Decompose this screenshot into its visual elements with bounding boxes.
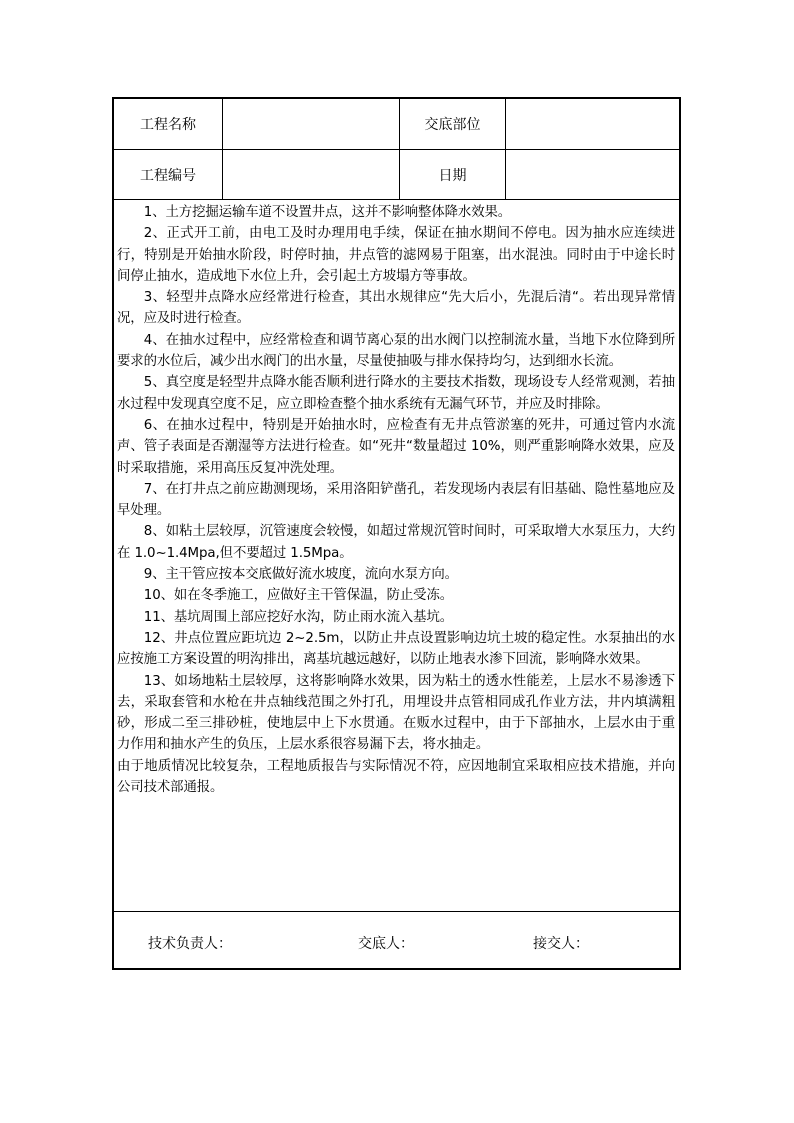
date-value: [506, 150, 679, 199]
project-name-value: [223, 99, 399, 149]
paragraph: 6、在抽水过程中，特别是开始抽水时，应检查有无井点管淤塞的死井，可通过管内水流声、管子表面是否潮湿等方法进行检查。如“死井“数量超过 10%，则严重影响降水效果，应及时采取措施，采用高压反复冲洗处理。: [117, 417, 675, 476]
receiver-label: 接交人：: [533, 936, 589, 952]
paragraph: 4、在抽水过程中，应经常检查和调节离心泵的出水阀门以控制流水量，当地下水位降到所要求的水位后，减少出水阀门的出水量，尽量使抽吸与排水保持均匀，达到细水长流。: [117, 332, 675, 370]
row-divider: [114, 199, 679, 200]
project-no-value: [223, 150, 399, 199]
signature-row: [114, 912, 679, 968]
project-no-label: 工程编号: [140, 167, 196, 184]
paragraph: 1、土方挖掘运输车道不设置井点，这并不影响整体降水效果。: [143, 205, 512, 220]
paragraph: 8、如粘土层较厚，沉管速度会较慢，如超过常规沉管时间时，可采取增大水泵压力，大约在 1.0~1.4Mpa,但不要超过 1.5Mpa。: [117, 524, 675, 561]
paragraph: 7、在打井点之前应勘测现场，采用洛阳铲凿孔，若发现场内表层有旧基础、隐性墓地应及早处理。: [117, 481, 675, 519]
paragraph: 13、如场地粘土层较厚，这将影响降水效果，因为粘土的透水性能差，上层水不易渗透下去，采取套管和水枪在井点轴线范围之外打孔，用埋设井点管相同成孔作业方法，井内填满粗砂，形成二至三排砂桩，使地层中上下水贯通。在贩水过程中，由于下部抽水，上层水由于重力作用和抽水产生的负压，上层水系很容易漏下去，将水抽走。: [117, 673, 675, 753]
disclosure-form: [112, 97, 681, 970]
discloser-label: 交底人：: [358, 936, 414, 952]
location-label: 交底部位: [424, 117, 481, 133]
tech-lead-label: 技术负责人：: [148, 936, 232, 952]
date-label: 日期: [438, 167, 467, 184]
paragraph: 3、轻型井点降水应经常进行检查，其出水规律应“先大后小，先混后清“。若出现异常情况，应及时进行检查。: [117, 290, 675, 327]
location-value: [506, 99, 679, 149]
disclosure-content: [117, 202, 675, 798]
project-name-label: 工程名称: [140, 117, 196, 133]
paragraph: 9、主干管应按本交底做好流水坡度，流向水泵方向。: [143, 567, 458, 583]
paragraph: 12、井点位置应距坑边 2~2.5m，以防止井点设置影响边坑土坡的稳定性。水泵抽出的水应按施工方案设置的明沟排出，离基坑越远越好，以防止地表水渗下回流，影响降水效果。: [117, 630, 675, 668]
paragraph: 5、真空度是轻型井点降水能否顺利进行降水的主要技术指数，现场设专人经常观测，若抽水过程中发现真空度不足，应立即检查整个抽水系统有无漏气环节，并应及时排除。: [117, 375, 675, 412]
paragraph: 2、正式开工前，由电工及时办理用电手续，保证在抽水期间不停电。因为抽水应连续进行，特别是开始抽水阶段，时停时抽，井点管的滤网易于阻塞，出水混浊。同时由于中途长时间停止抽水，造成地下水位上升，会引起土方坡塌方等事故。: [117, 226, 675, 284]
paragraph: 10、如在冬季施工，应做好主干管保温，防止受冻。: [143, 588, 454, 604]
paragraph: 11、基坑周围上部应挖好水沟，防止雨水流入基坑。: [143, 609, 454, 625]
closing-paragraph: 由于地质情况比较复杂，工程地质报告与实际情况不符，应因地制宜采取相应技术措施，并向公司技术部通报。: [117, 758, 675, 796]
